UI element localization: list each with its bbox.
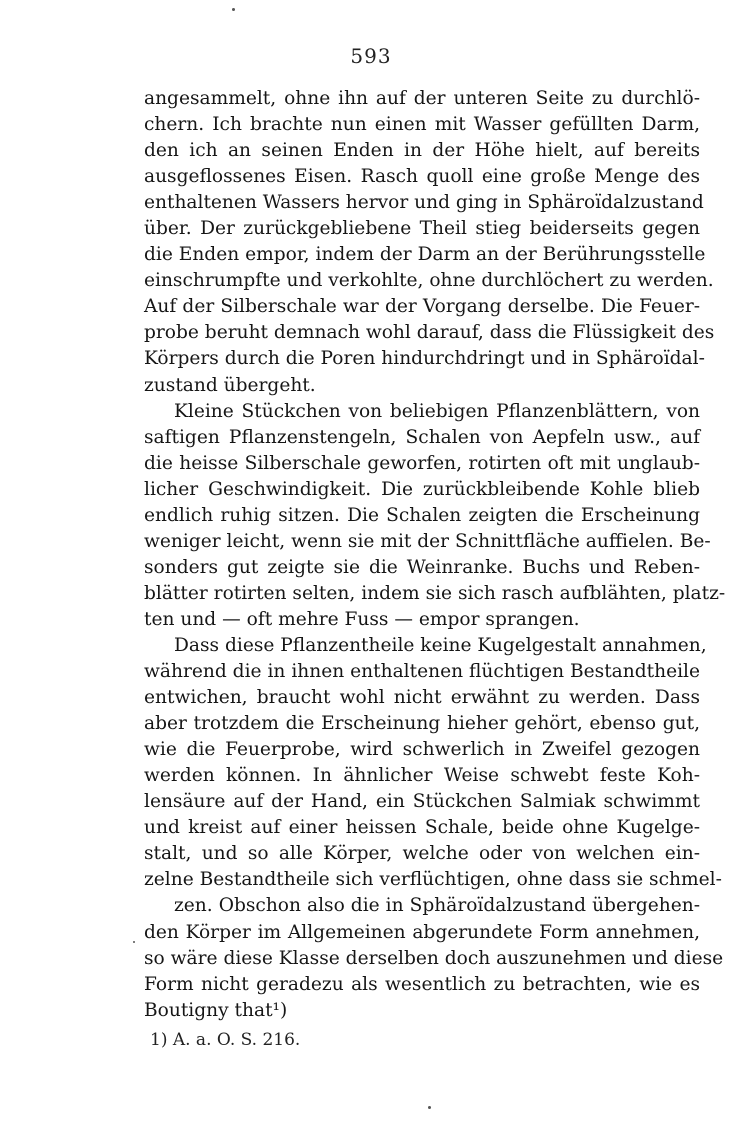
text-line: aber trotzdem die Erscheinung hieher gehört, ebenso gut,: [144, 713, 700, 735]
page-number: 593: [350, 44, 392, 68]
text-line: den Körper im Allgemeinen abgerundete Form annehmen,: [144, 921, 700, 943]
text-line: lensäure auf der Hand, ein Stückchen Salmiak schwimmt: [144, 791, 700, 813]
text-line: Kleine Stückchen von beliebigen Pflanzenblättern, von: [174, 400, 700, 422]
text-line: Körpers durch die Poren hindurchdringt und in Sphäroïdal-: [144, 348, 705, 370]
text-line: Auf der Silberschale war der Vorgang derselbe. Die Feuer-: [144, 296, 700, 318]
text-line: stalt, und so alle Körper, welche oder von welchen ein-: [144, 843, 700, 865]
text-line: so wäre diese Klasse derselben doch auszunehmen und diese: [144, 947, 724, 969]
text-line: wie die Feuerprobe, wird schwerlich in Zweifel gezogen: [144, 739, 700, 761]
text-line: licher Geschwindigkeit. Die zurückbleibende Kohle blieb: [144, 478, 700, 500]
text-line: ausgeflossenes Eisen. Rasch quoll eine große Menge des: [144, 166, 700, 188]
text-line: zelne Bestandtheile sich verflüchtigen, ohne dass sie schmel-: [144, 869, 722, 891]
text-line: während die in ihnen enthaltenen flüchtigen Bestandtheile: [144, 661, 700, 683]
text-line: Form nicht geradezu als wesentlich zu betrachten, wie es: [144, 973, 700, 995]
text-line: die Enden empor, indem der Darm an der Berührungsstelle: [144, 244, 706, 266]
text-line: probe beruht demnach wohl darauf, dass die Flüssigkeit des: [144, 322, 715, 344]
text-line: Boutigny that¹): [144, 999, 288, 1021]
text-line: chern. Ich brachte nun einen mit Wasser gefüllten Darm,: [144, 114, 700, 136]
text-line: angesammelt, ohne ihn auf der unteren Seite zu durchlö-: [144, 88, 700, 109]
text-line: einschrumpfte und verkohlte, ohne durchlöchert zu werden.: [144, 270, 714, 292]
text-line: und kreist auf einer heissen Schale, beide ohne Kugelge-: [144, 817, 700, 839]
text-line: über. Der zurückgebliebene Theil stieg beiderseits gegen: [144, 218, 700, 240]
text-line: zen. Obschon also die in Sphäroïdalzustand übergehen-: [174, 895, 700, 917]
text-line: ten und — oft mehre Fuss — empor sprangen.: [144, 608, 580, 630]
text-line: enthaltenen Wassers hervor und ging in Sphäroïdalzustand: [144, 192, 704, 214]
print-speck: [232, 8, 235, 11]
text-line: saftigen Pflanzenstengeln, Schalen von Aepfeln usw., auf: [144, 426, 700, 448]
text-line: den ich an seinen Enden in der Höhe hielt, auf bereits: [144, 140, 700, 162]
text-line: Dass diese Pflanzentheile keine Kugelgestalt annahmen,: [174, 634, 707, 656]
print-speck: [428, 1106, 431, 1109]
body-text: [144, 86, 726, 1024]
text-line: zustand übergeht.: [144, 374, 316, 396]
text-line: blätter rotirten selten, indem sie sich rasch aufblähten, platz-: [144, 582, 726, 604]
text-line: die heisse Silberschale geworfen, rotirten oft mit unglaub-: [144, 452, 700, 474]
text-line: weniger leicht, wenn sie mit der Schnittfläche auffielen. Be-: [144, 530, 711, 552]
text-line: entwichen, braucht wohl nicht erwähnt zu werden. Dass: [144, 687, 700, 709]
text-line: endlich ruhig sitzen. Die Schalen zeigten die Erscheinung: [144, 504, 700, 526]
text-line: sonders gut zeigte sie die Weinranke. Buchs und Reben-: [144, 556, 700, 578]
footnote: 1) A. a. O. S. 216.: [150, 1030, 301, 1050]
print-speck: [133, 941, 135, 943]
text-line: werden können. In ähnlicher Weise schwebt feste Koh-: [144, 765, 700, 787]
